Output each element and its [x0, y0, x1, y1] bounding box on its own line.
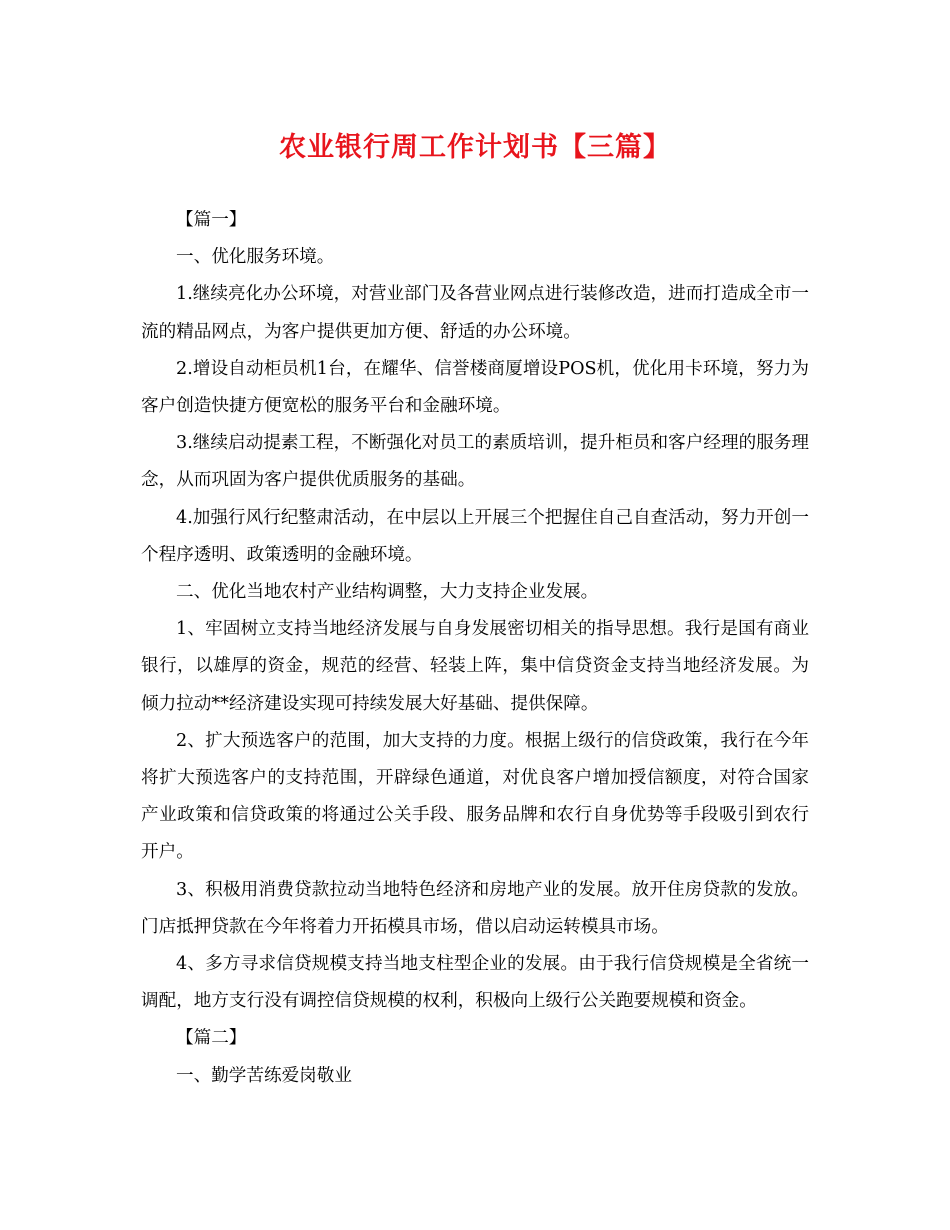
- paragraph: 1、牢固树立支持当地经济发展与自身发展密切相关的指导思想。我行是国有商业银行，以雄厚的资金，规范的经营、轻装上阵，集中信贷资金支持当地经济发展。为倾力拉动**经济建设实现可持续发展大好基础、提供保障。: [141, 619, 809, 714]
- heading-optimize-service: 一、优化服务环境。: [176, 247, 335, 268]
- section-heading-part2: 【篇二】: [176, 1028, 247, 1049]
- document-body: [141, 202, 809, 1095]
- section-heading-part1: 【篇一】: [176, 210, 247, 230]
- paragraph: 3、积极用消费贷款拉动当地特色经济和房地产业的发展。放开住房贷款的发放。门店抵押贷款在今年将着力开拓模具市场，借以启动运转模具市场。: [141, 879, 809, 937]
- paragraph: 2、扩大预选客户的范围，加大支持的力度。根据上级行的信贷政策，我行在今年将扩大预选客户的支持范围，开辟绿色通道，对优良客户增加授信额度，对符合国家产业政策和信贷政策的将通过公关手段、服务品牌和农行自身优势等手段吸引到农行开户。: [141, 730, 809, 863]
- paragraph: 4、多方寻求信贷规模支持当地支柱型企业的发展。由于我行信贷规模是全省统一调配，地方支行没有调控信贷规模的权利，积极向上级行公关跑要规模和资金。: [141, 954, 809, 1012]
- document-title: 农业银行周工作计划书【三篇】: [279, 132, 671, 163]
- paragraph: 1.继续亮化办公环境，对营业部门及各营业网点进行装修改造，进而打造成全市一流的精品网点，为客户提供更加方便、舒适的办公环境。: [141, 284, 809, 342]
- paragraph: 4.加强行风行纪整肃活动，在中层以上开展三个把握住自己自查活动，努力开创一个程序透明、政策透明的金融环境。: [141, 507, 809, 565]
- heading-optimize-industry: 二、优化当地农村产业结构调整，大力支持企业发展。: [176, 582, 599, 603]
- heading-study-hard: 一、勤学苦练爱岗敬业: [176, 1065, 352, 1086]
- paragraph: 3.继续启动提素工程，不断强化对员工的素质培训，提升柜员和客户经理的服务理念，从而巩固为客户提供优质服务的基础。: [141, 433, 809, 491]
- paragraph: 2.增设自动柜员机1台，在耀华、信誉楼商厦增设POS机，优化用卡环境，努力为客户创造快捷方便宽松的服务平台和金融环境。: [141, 358, 809, 417]
